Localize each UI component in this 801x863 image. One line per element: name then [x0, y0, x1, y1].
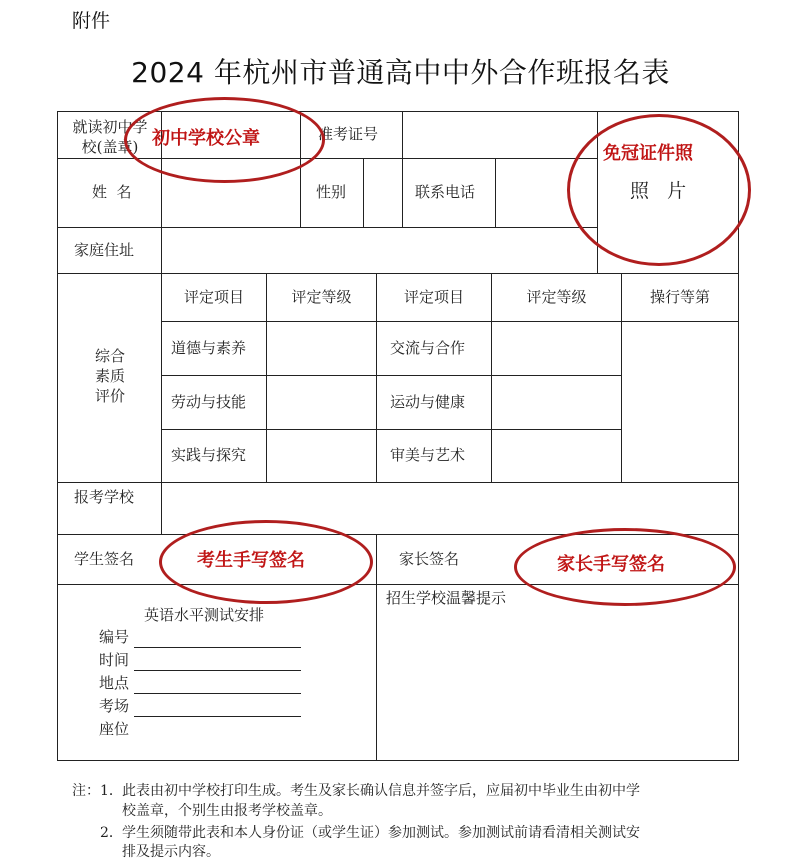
eval-item-morality: 道德与素养: [171, 339, 247, 357]
note-1-line-1: 此表由初中学校打印生成。考生及家长确认信息并签字后，应届初中毕业生由初中学: [122, 783, 640, 799]
eval-header-grade: 评定等级: [291, 288, 352, 306]
name-label: 姓 名: [92, 183, 132, 201]
rule: [161, 429, 621, 430]
note-2-number: 2．: [100, 825, 123, 841]
note-1-number: 1．: [100, 783, 123, 799]
eval-header-item: 评定项目: [183, 288, 244, 306]
english-test-title: 英语水平测试安排: [144, 606, 265, 624]
test-field-number-line[interactable]: [134, 647, 301, 648]
note-2-line-1: 学生须随带此表和本人身份证（或学生证）参加测试。参加测试前请看清相关测试安: [122, 825, 640, 841]
evaluation-section-label: 综合 素质 评价: [94, 347, 125, 405]
rule: [161, 321, 738, 322]
eval-header-item: 评定项目: [403, 288, 464, 306]
gender-label: 性别: [316, 183, 347, 201]
rule: [376, 534, 377, 761]
test-field-number-label: 编号: [99, 628, 130, 646]
test-field-room-label: 考场: [99, 697, 130, 715]
school-tips-label: 招生学校温馨提示: [386, 589, 507, 607]
eval-header-grade: 评定等级: [526, 288, 587, 306]
phone-label: 联系电话: [415, 183, 476, 201]
parent-sign-annotation: 家长手写签名: [557, 554, 665, 575]
photo-label: 照 片: [630, 180, 687, 202]
test-field-location-label: 地点: [99, 674, 130, 692]
student-sign-annotation: 考生手写签名: [197, 550, 305, 571]
eval-item-practice: 实践与探究: [171, 446, 247, 464]
school-stamp-label: 就读初中学 校(盖章): [72, 118, 148, 156]
rule: [57, 273, 738, 274]
school-stamp-annotation: 初中学校公章: [152, 128, 260, 149]
note-2-line-2: 排及提示内容。: [122, 844, 220, 860]
table-border-left: [57, 111, 58, 761]
eval-item-labor: 劳动与技能: [171, 393, 247, 411]
address-label: 家庭住址: [74, 241, 135, 259]
test-field-location-line[interactable]: [134, 693, 301, 694]
photo-circle: [567, 114, 751, 266]
ticket-number-field[interactable]: [403, 112, 596, 157]
eval-item-arts: 审美与艺术: [390, 446, 466, 464]
note-1-line-2: 校盖章，个别生由报考学校盖章。: [122, 803, 332, 819]
test-field-time-line[interactable]: [134, 670, 301, 671]
gender-field[interactable]: [364, 159, 401, 226]
rule: [161, 375, 621, 376]
test-field-seat-label: 座位: [99, 720, 130, 738]
photo-annotation: 免冠证件照: [603, 143, 693, 164]
parent-sign-label: 家长签名: [399, 550, 460, 568]
student-sign-label: 学生签名: [74, 550, 135, 568]
test-field-room-line[interactable]: [134, 716, 301, 717]
eval-item-sports: 运动与健康: [390, 393, 466, 411]
attachment-label: 附件: [72, 10, 111, 32]
page-title: 2024 年杭州市普通高中中外合作班报名表: [131, 56, 670, 89]
table-border-bottom: [57, 760, 738, 761]
test-field-time-label: 时间: [99, 651, 130, 669]
ticket-number-label: 准考证号: [318, 125, 379, 143]
eval-header-conduct: 操行等第: [649, 288, 710, 306]
apply-school-label: 报考学校: [74, 488, 135, 506]
notes-prefix: 注：: [72, 783, 100, 799]
eval-item-communication: 交流与合作: [390, 339, 466, 357]
address-field[interactable]: [162, 228, 596, 272]
